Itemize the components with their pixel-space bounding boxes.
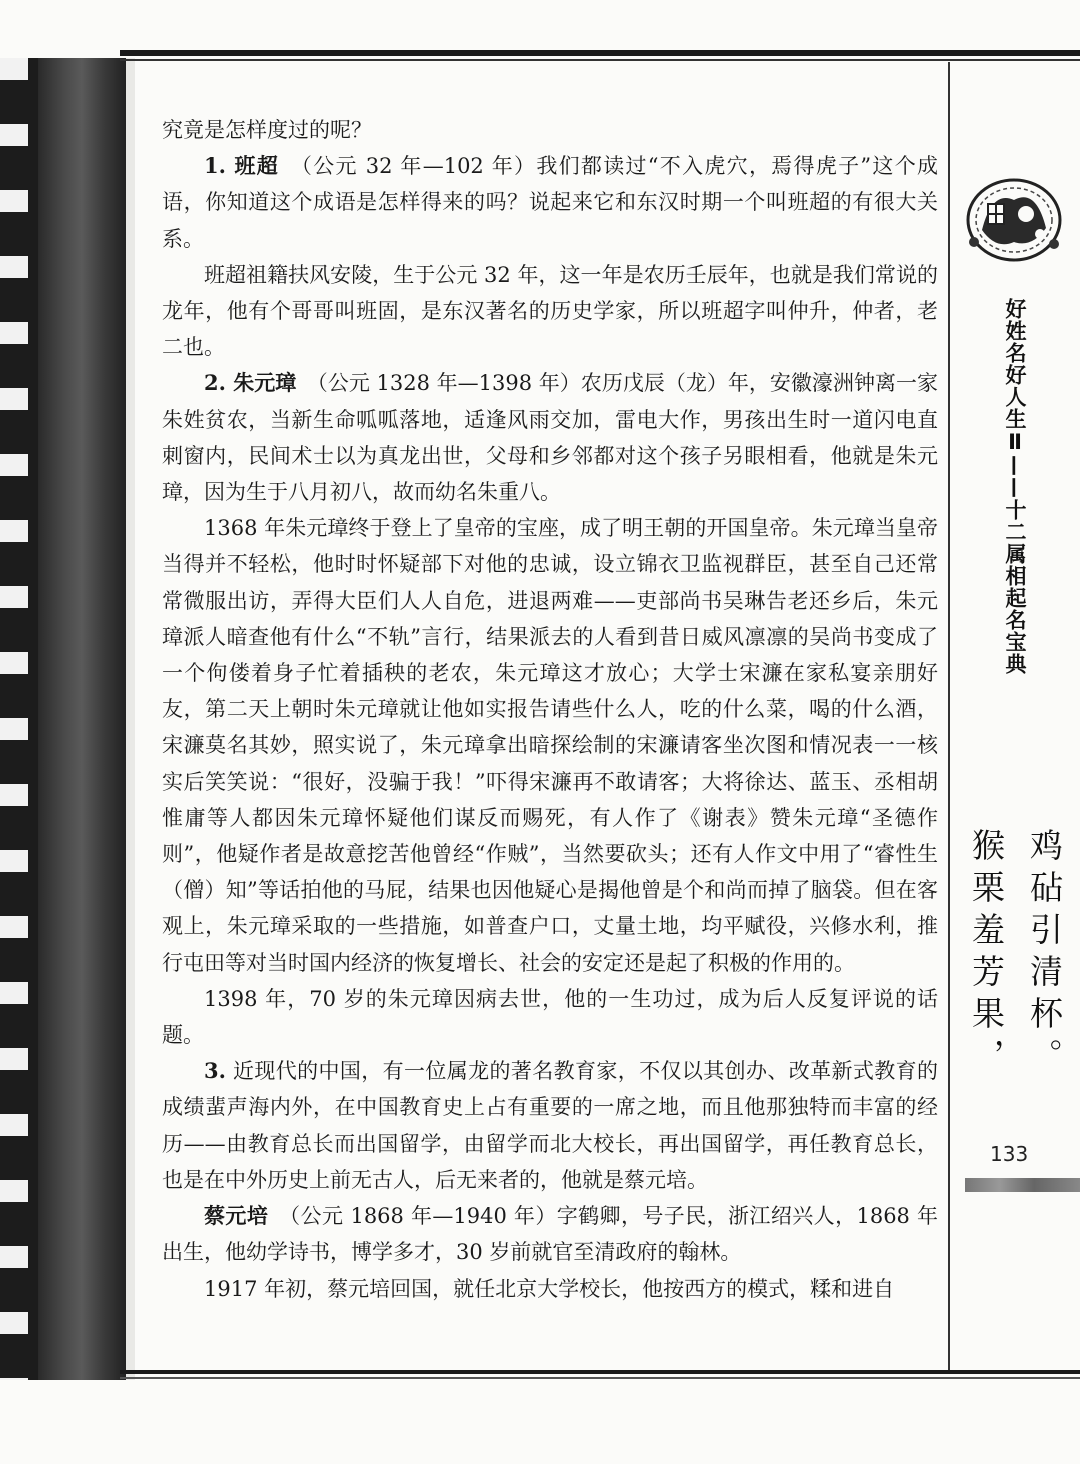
paragraph-8 xyxy=(162,1198,938,1270)
film-strip-decoration xyxy=(0,58,135,1380)
section-heading-banchao: 1. 班超 xyxy=(204,153,280,179)
page-number-bar xyxy=(965,1178,1080,1192)
paragraph-7-text: 近现代的中国，有一位属龙的著名教育家，不仅以其创办、改革新式教育的成绩蜚声海内外，在中国教育史上占有重要的一席之地，而且他那独特而丰富的经历——由教育总长而出国留学，由留学而北大校长，再出国留学，再任教育总长，也是在中外历史上前无古人，后无来者的，他就是蔡元培。 xyxy=(162,1059,938,1192)
film-frame xyxy=(38,58,126,1380)
paragraph-7 xyxy=(162,1053,938,1198)
section-heading-3: 3. xyxy=(204,1058,226,1084)
bottom-rule-thin xyxy=(120,1377,1080,1379)
film-edge xyxy=(126,58,135,1380)
body-text xyxy=(162,112,938,1307)
paragraph-4-text: （公元 1328 年—1398 年）农历戊辰（龙）年，安徽濠洲钟离一家朱姓贫农，当新生命呱呱落地，适逢风雨交加，雷电大作，男孩出生时一道闪电直刺窗内，民间术士以为真龙出世，父母和乡邻都对这个孩子另眼相看，他就是朱元璋，因为生于八月初八，故而幼名朱重八。 xyxy=(162,371,938,505)
zodiac-emblem-icon xyxy=(962,170,1066,270)
paragraph-1: 究竟是怎样度过的呢？ xyxy=(162,118,372,142)
top-rule xyxy=(120,50,1080,56)
film-perforations xyxy=(0,58,28,1380)
top-rule-thin xyxy=(120,59,1080,61)
poem-line-1: 鸡砧引清杯。 xyxy=(1025,828,1064,1080)
paragraph-9: 1917 年初，蔡元培回国，就任北京大学校长，他按西方的模式，糅和进自 xyxy=(204,1276,895,1301)
book-title-vertical: 好姓名好人生Ⅱ——十二属相起名宝典 xyxy=(1003,298,1027,675)
paragraph-5: 1368 年朱元璋终于登上了皇帝的宝座，成了明王朝的开国皇帝。朱元璋当皇帝当得并不轻松，他时时怀疑部下对他的忠诚，设立锦衣卫监视群臣，甚至自己还常常微服出访，弄得大臣们人人自危，进退两难——吏部尚书吴琳告老还乡后，朱元璋派人暗查他有什么“不轨”言行，结果派去的人看到昔日威风凛凛的吴尚书变成了一个佝偻着身子忙着插秧的老农，朱元璋这才放心；大学士宋濂在家私宴亲朋好友，第二天上朝时朱元璋就让他如实报告请些什么人，吃的什么菜，喝的什么酒，宋濂莫名其妙，照实说了，朱元璋拿出暗探绘制的宋濂请客坐次图和情况表一一核实后笑笑说：“很好，没骗于我！”吓得宋濂再不敢请客；大将徐达、蓝玉、丞相胡惟庸等人都因朱元璋怀疑他们谋反而赐死，有人作了《谢表》赞朱元璋“圣德作则”，他疑作者是故意挖苦他曾经“作贼”，当然要砍头；还有人作文中用了“睿性生（僧）知”等话拍他的马屁，结果也因他疑心是揭他曾是个和尚而掉了脑袋。但在客观上，朱元璋采取的一些措施，如普查户口，丈量土地，均平赋役，兴修水利，推行屯田等对当时国内经济的恢复增长、社会的安定还是起了积极的作用的。 xyxy=(162,516,938,975)
paragraph-2-text: （公元 32 年—102 年）我们都读过“不入虎穴，焉得虎子”这个成语，你知道这个成语是怎样得来的吗？说起来它和东汉时期一个叫班超的有很大关系。 xyxy=(162,154,938,251)
paragraph-4 xyxy=(162,365,938,510)
section-heading-caiyuanpei: 蔡元培 xyxy=(204,1203,269,1229)
column-divider xyxy=(948,62,950,1370)
section-heading-zhuyuanzhang: 2. 朱元璋 xyxy=(204,370,297,396)
page-number: 133 xyxy=(990,1142,1029,1166)
paragraph-8-text: （公元 1868 年—1940 年）字鹤卿，号子民，浙江绍兴人，1868 年出生，他幼学诗书，博学多才，30 岁前就官至清政府的翰林。 xyxy=(162,1204,939,1265)
paragraph-6: 1398 年，70 岁的朱元璋因病去世，他的一生功过，成为后人反复评说的话题。 xyxy=(162,986,938,1048)
poem-line-2: 猴栗羞芳果， xyxy=(967,828,1006,1080)
paragraph-2 xyxy=(162,148,938,257)
bottom-rule xyxy=(120,1370,1080,1374)
paragraph-3: 班超祖籍扶风安陵，生于公元 32 年，这一年是农历壬辰年，也就是我们常说的龙年，他有个哥哥叫班固，是东汉著名的历史学家，所以班超字叫仲升，仲者，老二也。 xyxy=(162,262,938,360)
